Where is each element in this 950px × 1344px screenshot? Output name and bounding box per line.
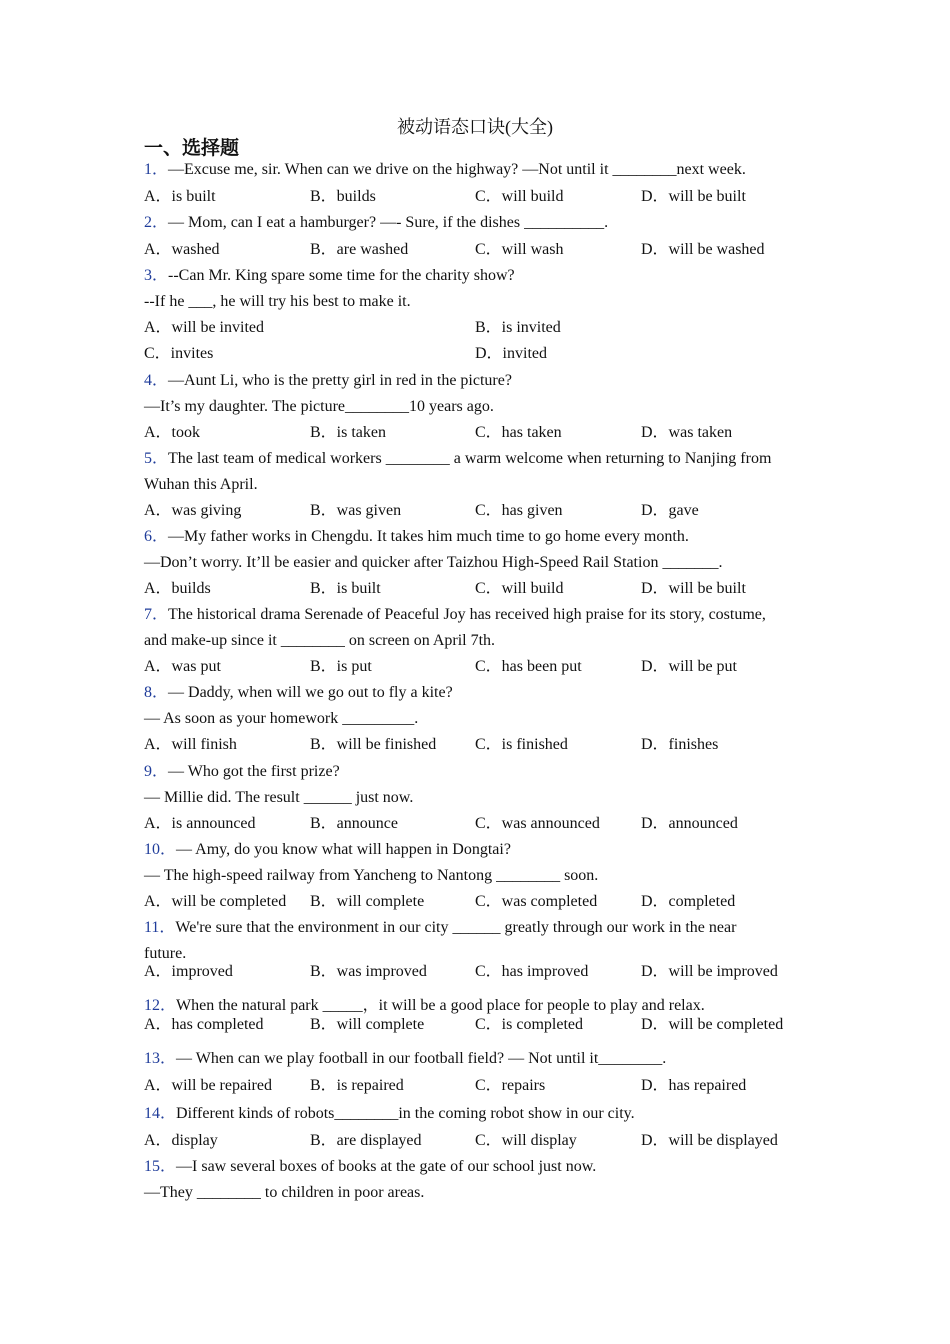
question-text: — Amy, do you know what will happen in Dongtai? (176, 841, 511, 858)
option-c: C．was announced (475, 815, 600, 832)
question-3-line-1 (144, 265, 515, 287)
question-8-options-row (144, 734, 844, 756)
option-a: A．will be invited (144, 319, 264, 336)
question-text: — Daddy, when will we go out to fly a kite? (168, 684, 453, 701)
question-4-options-row (144, 422, 844, 444)
option-d: D．invited (475, 345, 547, 362)
option-d: D．will be washed (641, 241, 765, 258)
question-number: 12． (144, 997, 177, 1014)
question-10-options-row (144, 891, 844, 913)
option-b: B．is put (310, 658, 372, 675)
option-c: C．will wash (475, 241, 564, 258)
question-number: 5． (144, 450, 169, 467)
option-a: A．is announced (144, 815, 256, 832)
option-a: A．will be completed (144, 893, 287, 910)
question-4-line-2 (144, 396, 494, 418)
option-c: C．has improved (475, 963, 589, 980)
option-a: A．display (144, 1132, 218, 1149)
option-c: C．invites (144, 345, 214, 362)
question-number: 2． (144, 214, 169, 231)
question-text: —Don’t worry. It’ll be easier and quicker after Taizhou High-Speed Rail Station _______. (144, 554, 723, 571)
question-text: --Can Mr. King spare some time for the charity show? (168, 267, 515, 284)
question-2-options-row (144, 239, 844, 261)
option-b: B．announce (310, 815, 398, 832)
question-3-line-2 (144, 291, 411, 313)
question-text: — Mom, can I eat a hamburger? —- Sure, if the dishes __________. (168, 214, 609, 231)
question-number: 7． (144, 606, 169, 623)
option-a: A．improved (144, 963, 233, 980)
question-text: When the natural park _____，it will be a good place for people to play and relax. (176, 997, 705, 1014)
question-14-line-1 (144, 1103, 635, 1125)
option-d: D．will be displayed (641, 1132, 778, 1149)
question-number: 11． (144, 919, 176, 936)
option-a: A．took (144, 424, 201, 441)
option-a: A．builds (144, 580, 211, 597)
question-2-line-1 (144, 212, 608, 234)
question-1-options-row (144, 186, 844, 208)
option-c: C．has taken (475, 424, 562, 441)
option-c: C．will build (475, 188, 564, 205)
question-number: 9． (144, 763, 169, 780)
question-text: We're sure that the environment in our city ______ greatly through our work in the near (175, 919, 737, 936)
option-a: A．will finish (144, 736, 237, 753)
question-text: and make-up since it ________ on screen on April 7th. (144, 632, 496, 649)
option-a: A．washed (144, 241, 220, 258)
option-d: D．announced (641, 815, 738, 832)
question-5-line-1 (144, 448, 771, 470)
option-b: B．are displayed (310, 1132, 422, 1149)
question-number: 4． (144, 372, 169, 389)
question-text: — When can we play football in our football field? — Not until it________. (176, 1050, 667, 1067)
question-7-options-row (144, 656, 844, 678)
question-text: --If he ___, he will try his best to make it. (144, 293, 411, 310)
option-b: B．was given (310, 502, 402, 519)
question-text: The historical drama Serenade of Peaceful Joy has received high praise for its story, costume, (168, 606, 766, 623)
option-a: A．was put (144, 658, 221, 675)
question-9-line-1 (144, 761, 340, 783)
option-a: A．has completed (144, 1016, 264, 1033)
question-text: — Millie did. The result ______ just now. (144, 789, 414, 806)
question-10-line-2 (144, 865, 598, 887)
question-8-line-1 (144, 682, 453, 704)
option-d: D．will be improved (641, 963, 778, 980)
option-d: D．will be built (641, 580, 746, 597)
question-3-options-row (144, 317, 844, 339)
question-14-options-row (144, 1130, 844, 1152)
question-5-options-row (144, 500, 844, 522)
option-c: C．is completed (475, 1016, 583, 1033)
question-text: Different kinds of robots________in the coming robot show in our city. (176, 1105, 635, 1122)
option-d: D．was taken (641, 424, 733, 441)
option-c: C．was completed (475, 893, 598, 910)
question-15-line-2 (144, 1182, 424, 1204)
option-d: D．will be built (641, 188, 746, 205)
option-c: C．has given (475, 502, 563, 519)
question-11-line-1 (144, 917, 736, 939)
option-b: B．builds (310, 188, 376, 205)
question-12-options-row (144, 1014, 844, 1036)
option-c: C．repairs (475, 1077, 546, 1094)
section-heading: 一、选择题 (144, 138, 240, 159)
question-text: —My father works in Chengdu. It takes him much time to go home every month. (168, 528, 689, 545)
question-number: 10． (144, 841, 177, 858)
question-5-line-2 (144, 474, 258, 496)
question-text: The last team of medical workers ________ a warm welcome when returning to Nanjing from (168, 450, 772, 467)
question-8-line-2 (144, 708, 418, 730)
question-text: future. (144, 945, 187, 962)
question-13-line-1 (144, 1048, 666, 1070)
option-b: B．is repaired (310, 1077, 404, 1094)
question-text: —Excuse me, sir. When can we drive on the highway? —Not until it ________next week. (168, 161, 746, 178)
option-b: B．are washed (310, 241, 409, 258)
option-a: A．will be repaired (144, 1077, 272, 1094)
question-6-line-1 (144, 526, 689, 548)
option-c: C．will build (475, 580, 564, 597)
question-number: 15． (144, 1158, 177, 1175)
option-b: B．is taken (310, 424, 386, 441)
question-6-options-row (144, 578, 844, 600)
question-15-line-1 (144, 1156, 596, 1178)
question-4-line-1 (144, 370, 512, 392)
question-number: 6． (144, 528, 169, 545)
option-c: C．is finished (475, 736, 568, 753)
question-text: Wuhan this April. (144, 476, 258, 493)
option-c: C．has been put (475, 658, 582, 675)
option-d: D．has repaired (641, 1077, 747, 1094)
question-number: 13． (144, 1050, 177, 1067)
question-text: —It’s my daughter. The picture________10 years ago. (144, 398, 494, 415)
question-9-options-row (144, 813, 844, 835)
question-3-options-row (144, 343, 844, 365)
option-d: D．finishes (641, 736, 719, 753)
option-b: B．will complete (310, 893, 425, 910)
question-text: —Aunt Li, who is the pretty girl in red in the picture? (168, 372, 512, 389)
option-a: A．was giving (144, 502, 242, 519)
question-1-line-1 (144, 159, 746, 181)
question-text: —I saw several boxes of books at the gate of our school just now. (176, 1158, 597, 1175)
option-a: A．is built (144, 188, 216, 205)
question-10-line-1 (144, 839, 511, 861)
question-9-line-2 (144, 787, 413, 809)
question-6-line-2 (144, 552, 722, 574)
question-text: — The high-speed railway from Yancheng to Nantong ________ soon. (144, 867, 599, 884)
question-text: —They ________ to children in poor areas. (144, 1184, 425, 1201)
question-text: — Who got the first prize? (168, 763, 340, 780)
option-b: B．is built (310, 580, 381, 597)
question-number: 3． (144, 267, 169, 284)
option-b: B．will complete (310, 1016, 425, 1033)
page-title: 被动语态口诀(大全) (397, 117, 553, 137)
option-d: D．will be completed (641, 1016, 784, 1033)
option-b: B．is invited (475, 319, 561, 336)
question-13-options-row (144, 1075, 844, 1097)
option-d: D．will be put (641, 658, 737, 675)
option-d: D．gave (641, 502, 699, 519)
option-b: B．will be finished (310, 736, 437, 753)
question-number: 8． (144, 684, 169, 701)
question-number: 1． (144, 161, 169, 178)
option-b: B．was improved (310, 963, 427, 980)
question-7-line-1 (144, 604, 766, 626)
option-c: C．will display (475, 1132, 577, 1149)
question-7-line-2 (144, 630, 495, 652)
question-11-options-row (144, 961, 844, 983)
question-text: — As soon as your homework _________. (144, 710, 419, 727)
option-d: D．completed (641, 893, 736, 910)
question-number: 14． (144, 1105, 177, 1122)
